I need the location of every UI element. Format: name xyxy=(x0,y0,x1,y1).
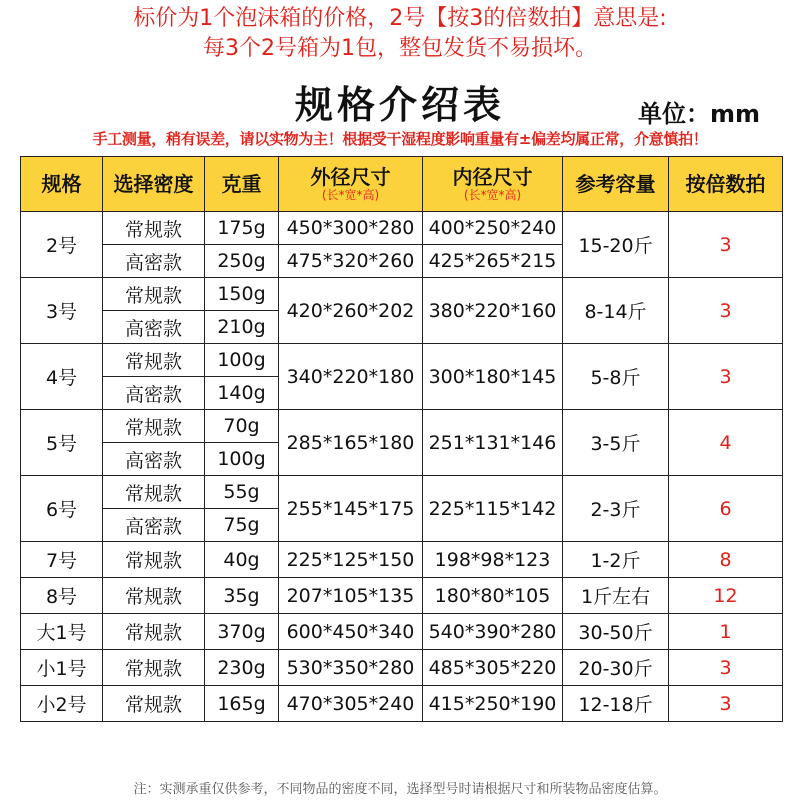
capacity-cell: 30-50斤 xyxy=(563,614,669,650)
density-cell: 常规款 xyxy=(103,686,205,722)
header-model: 规格 xyxy=(21,157,103,212)
header-row xyxy=(21,157,783,212)
table-row xyxy=(21,578,783,614)
capacity-cell: 12-18斤 xyxy=(563,686,669,722)
weight-cell: 75g xyxy=(205,509,279,542)
weight-cell: 70g xyxy=(205,410,279,443)
table-row xyxy=(21,614,783,650)
weight-cell: 370g xyxy=(205,614,279,650)
weight-cell: 140g xyxy=(205,377,279,410)
weight-cell: 100g xyxy=(205,344,279,377)
density-cell: 高密款 xyxy=(103,443,205,476)
table-row xyxy=(21,476,783,509)
outer-cell: 530*350*280 xyxy=(279,650,423,686)
spec-table xyxy=(20,156,783,722)
disclaimer: 手工测量，稍有误差，请以实物为主！根据受干湿程度影响重量有±偏差均属正常，介意慎拍！ xyxy=(92,130,708,148)
table-row xyxy=(21,344,783,377)
inner-cell: 225*115*142 xyxy=(423,476,563,542)
density-cell: 常规款 xyxy=(103,410,205,443)
model-cell: 2号 xyxy=(21,212,103,278)
weight-cell: 40g xyxy=(205,542,279,578)
inner-cell: 180*80*105 xyxy=(423,578,563,614)
density-cell: 高密款 xyxy=(103,377,205,410)
inner-cell: 300*180*145 xyxy=(423,344,563,410)
weight-cell: 210g xyxy=(205,311,279,344)
density-cell: 高密款 xyxy=(103,509,205,542)
multiple-cell: 3 xyxy=(669,278,783,344)
table-row xyxy=(21,650,783,686)
multiple-cell: 3 xyxy=(669,686,783,722)
model-cell: 6号 xyxy=(21,476,103,542)
multiple-cell: 4 xyxy=(669,410,783,476)
footnote: 注：实测承重仅供参考，不同物品的密度不同，选择型号时请根据尺寸和所装物品密度估算。 xyxy=(133,782,667,797)
inner-cell: 485*305*220 xyxy=(423,650,563,686)
header-inner xyxy=(423,157,563,212)
model-cell: 小2号 xyxy=(21,686,103,722)
header-outer-sub: (长*宽*高) xyxy=(321,188,380,202)
weight-cell: 165g xyxy=(205,686,279,722)
inner-cell: 400*250*240 xyxy=(423,212,563,245)
inner-cell: 425*265*215 xyxy=(423,245,563,278)
model-cell: 3号 xyxy=(21,278,103,344)
model-cell: 8号 xyxy=(21,578,103,614)
model-cell: 5号 xyxy=(21,410,103,476)
table-row xyxy=(21,410,783,443)
weight-cell: 230g xyxy=(205,650,279,686)
outer-cell: 470*305*240 xyxy=(279,686,423,722)
header-capacity: 参考容量 xyxy=(563,157,669,212)
multiple-cell: 3 xyxy=(669,344,783,410)
outer-cell: 285*165*180 xyxy=(279,410,423,476)
multiple-cell: 8 xyxy=(669,542,783,578)
header-weight: 克重 xyxy=(205,157,279,212)
table-row xyxy=(21,686,783,722)
outer-cell: 420*260*202 xyxy=(279,278,423,344)
weight-cell: 175g xyxy=(205,212,279,245)
density-cell: 常规款 xyxy=(103,650,205,686)
capacity-cell: 2-3斤 xyxy=(563,476,669,542)
density-cell: 常规款 xyxy=(103,542,205,578)
multiple-cell: 12 xyxy=(669,578,783,614)
table-row xyxy=(21,542,783,578)
density-cell: 常规款 xyxy=(103,614,205,650)
header-outer xyxy=(279,157,423,212)
capacity-cell: 1-2斤 xyxy=(563,542,669,578)
outer-cell: 225*125*150 xyxy=(279,542,423,578)
outer-cell: 340*220*180 xyxy=(279,344,423,410)
density-cell: 常规款 xyxy=(103,476,205,509)
model-cell: 7号 xyxy=(21,542,103,578)
header-outer-label: 外径尺寸 xyxy=(310,165,391,189)
page-title: 规格介绍表 xyxy=(294,83,505,127)
inner-cell: 251*131*146 xyxy=(423,410,563,476)
header-inner-label: 内径尺寸 xyxy=(452,165,533,189)
outer-cell: 450*300*280 xyxy=(279,212,423,245)
capacity-cell: 15-20斤 xyxy=(563,212,669,278)
weight-cell: 150g xyxy=(205,278,279,311)
density-cell: 常规款 xyxy=(103,578,205,614)
density-cell: 高密款 xyxy=(103,245,205,278)
density-cell: 常规款 xyxy=(103,278,205,311)
capacity-cell: 8-14斤 xyxy=(563,278,669,344)
notice-line-1: 标价为1个泡沫箱的价格，2号【按3的倍数拍】意思是: xyxy=(133,6,667,31)
header-inner-sub: (长*宽*高) xyxy=(463,188,522,202)
model-cell: 小1号 xyxy=(21,650,103,686)
capacity-cell: 20-30斤 xyxy=(563,650,669,686)
multiple-cell: 3 xyxy=(669,650,783,686)
unit-label: 单位：mm xyxy=(637,100,760,128)
model-cell: 4号 xyxy=(21,344,103,410)
outer-cell: 255*145*175 xyxy=(279,476,423,542)
weight-cell: 35g xyxy=(205,578,279,614)
capacity-cell: 3-5斤 xyxy=(563,410,669,476)
weight-cell: 250g xyxy=(205,245,279,278)
density-cell: 常规款 xyxy=(103,344,205,377)
outer-cell: 475*320*260 xyxy=(279,245,423,278)
header-density: 选择密度 xyxy=(103,157,205,212)
table-row xyxy=(21,278,783,311)
weight-cell: 100g xyxy=(205,443,279,476)
multiple-cell: 1 xyxy=(669,614,783,650)
capacity-cell: 5-8斤 xyxy=(563,344,669,410)
capacity-cell: 1斤左右 xyxy=(563,578,669,614)
weight-cell: 55g xyxy=(205,476,279,509)
inner-cell: 540*390*280 xyxy=(423,614,563,650)
inner-cell: 415*250*190 xyxy=(423,686,563,722)
multiple-cell: 3 xyxy=(669,212,783,278)
table-row xyxy=(21,212,783,245)
notice-line-2: 每3个2号箱为1包，整包发货不易损坏。 xyxy=(203,36,597,61)
multiple-cell: 6 xyxy=(669,476,783,542)
density-cell: 常规款 xyxy=(103,212,205,245)
header-multiple: 按倍数拍 xyxy=(669,157,783,212)
outer-cell: 600*450*340 xyxy=(279,614,423,650)
outer-cell: 207*105*135 xyxy=(279,578,423,614)
density-cell: 高密款 xyxy=(103,311,205,344)
model-cell: 大1号 xyxy=(21,614,103,650)
inner-cell: 380*220*160 xyxy=(423,278,563,344)
inner-cell: 198*98*123 xyxy=(423,542,563,578)
